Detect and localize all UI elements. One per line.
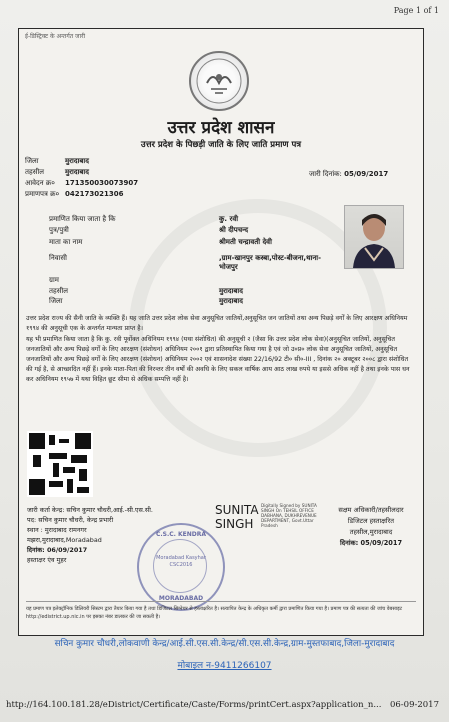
page-number: Page 1 of 1 bbox=[393, 6, 439, 15]
qr-code bbox=[27, 431, 93, 497]
csc-kendra-stamp: C.S.C. KENDRA Moradabad Kasyhar CSC2016 MORADABAD bbox=[137, 523, 225, 611]
print-date: 06-09-2017 bbox=[389, 700, 439, 710]
gov-label: ई-डिस्ट्रिक्ट के अन्तर्गत जारी bbox=[25, 33, 86, 40]
issuer-details: जारी कर्ता केन्द्र: सचिन कुमार चौधरी,आई.-सी.एस.सी. पद: सचिन कुमार चौधरी, केन्द्र प्रभारी स्थान : मुरादाबाद रामनगर मझरा,मुरादाबाद,Moradabad दिनांक: 06/09/2017 हस्ताक्षर एंव मुहर bbox=[27, 506, 153, 564]
mobile-number: मोबाइल न-9411266107 bbox=[177, 661, 272, 671]
certificate-subtitle: उत्तर प्रदेश के पिछड़ी जाति के लिए जाति प्रमाण पत्र bbox=[140, 140, 302, 150]
certificate-number-row: प्रमाणपत्र क्र० 042173021306 bbox=[25, 190, 124, 198]
application-number-row: आवेदन क्र० 171350030073907 bbox=[25, 179, 139, 187]
tehsil-row: तहसील मुरादाबाद bbox=[25, 168, 89, 176]
applicant-photo bbox=[344, 205, 404, 269]
digital-signature: SUNITA SINGH Digitally Signed by SUNITA SINGH On TEHSIL OFFICE DABHANA, DUKHREVENUE DEPARTMENT, Govt.Uttar Pradesh bbox=[215, 503, 317, 531]
body-paragraph-1: उत्तर प्रदेश राज्य की सैनी जाति के व्यक्ति हैं। यह जाति उत्तर प्रदेश लोक सेवा अनुसूचित जातियों,अनुसूचित जन जातियों तथा अन्य पिछड़े वर्गों के लिए आरक्षण अधिनियम १९९४ की अनुसूची एक के अन्तर्गत मान्यता प्राप्त है। bbox=[26, 315, 408, 332]
district-row: जिला मुरादाबाद bbox=[25, 157, 89, 165]
caste-certificate: ई-डिस्ट्रिक्ट के अन्तर्गत जारी उत्तर प्रदेश शासन उत्तर प्रदेश के पिछड़ी जाति के लिए जाति प्रमाण पत्र जिला मुरादाबाद तहसील मुरादाबाद आवेदन क्र० 171350030073907 प्रमाणपत्र क्र० 042173021306 जारी दिनांक: 05/09/2017 प्रमाणित किया जाता है कि कु. रवी पुत्र/पुत्री श्री दीपचन्द माता का नाम श्रीमती चन्द्रावती देवी निवासी ,ग्राम-खानपुर कस्बा,पोस्ट-बीजना,थाना-भोजपुर ग्राम तहसील मुरादाबाद जिला मुरादाबाद उत्तर प्रदेश राज्य की सैनी जाति के व्यक्ति हैं। यह जाति उत्तर प्रदेश लोक सेवा अनुसूचित जातियों,अनुसूचित जन जातियों तथा अन्य पिछड़े वर्गों के लिए आरक्षण अधिनियम १९९४ की अनुसूची एक के अन्तर्गत मान्यता प्राप्त है। यह भी प्रमाणित किया जाता है कि कु. रवी पूर्वोक्त अधिनियम १९९४ (यथा संशोधित) की अनुसूची २ (जैसा कि उत्तर प्रदेश लोक सेवा)(अनुसूचित जातियों, अनुसूचित जनजातियों और अन्य पिछड़े वर्गों के लिए आरक्षण (संशोधन) अधिनियम २००१ द्वारा प्रतिस्थापित किया गया है एवं जो उ०प्र० लोक सेवा अनुसूचित जातियों, अनुसूचित जनजातियों और अन्य पिछड़े वर्गों के लिए आरक्षण (संशोधन) अधिनियम २००२ एवं शासनादेश संख्या 22/16/92 टी० सी०-III , दिनांक २० अक्टूबर २००८ द्वारा संशोधित की गई है, से आच्छादित नहीं हैं। इनके माता-पिता की निरन्तर तीन वर्षों की अवधि के लिए सकल वार्षिक आय आठ लाख रुपये या इससे अधिक नहीं है तथा इनके पास धन कर अधिनियम १९५७ में यथा विहित छूट सीमा से अधिक सम्पत्ति नहीं है। जारी कर्ता केन्द्र: सचिन कुमार चौधरी,आई.-सी.एस.सी. पद: सचिन कुमार चौधरी, केन्द्र प्रभारी स्थान : मुरादाबाद रामनगर मझरा,मुरादाबाद,Moradabad दिनांक: 06/09/2017 हस्ताक्षर एंव मुहर SUNITA SINGH Digitally Signed by SUNITA SINGH On TEHSIL OFFICE DABHANA, DUKHREVENUE DEPARTMENT, Govt.Uttar Pradesh सक्षम अधिकारी/तहसीलदार डिजिटल हस्ताक्षरित तहसील,मुरादाबाद दिनांक: 05/09/2017 C.S.C. KENDRA Moradabad Kasyhar CSC2016 MORADABAD यह प्रमाण पत्र इलेक्ट्रॉनिक डिलिवरी सिस्टम द्वारा तैयार किया गया है तथा डिजिटल सिग्नेचर से हस्ताक्षरित है। सत्यापित केन्द्र के अधिकृत कर्मी द्वारा प्रमाणित किया गया है। प्रमाण पत्र की सत्यता की जांच वेबसाइट http://edistrict.up.nic.in पर इसका नंबर डालकर की जा सकती है। bbox=[18, 28, 424, 636]
verification-footnote: यह प्रमाण पत्र इलेक्ट्रॉनिक डिलिवरी सिस्टम द्वारा तैयार किया गया है तथा डिजिटल सिग्नेचर से हस्ताक्षरित है। सत्यापित केन्द्र के अधिकृत कर्मी द्वारा प्रमाणित किया गया है। प्रमाण पत्र की सत्यता की जांच वेबसाइट http://edistrict.up.nic.in पर इसका नंबर डालकर की जा सकती है। bbox=[26, 601, 416, 621]
certificate-title: उत्तर प्रदेश शासन bbox=[167, 118, 275, 138]
body-paragraph-2: यह भी प्रमाणित किया जाता है कि कु. रवी पूर्वोक्त अधिनियम १९९४ (यथा संशोधित) की अनुसूची २ (जैसा कि उत्तर प्रदेश लोक सेवा)(अनुसूचित जातियों, अनुसूचित जनजातियों और अन्य पिछड़े वर्गों के लिए आरक्षण (संशोधन) अधिनियम २००१ द्वारा प्रतिस्थापित किया गया है एवं जो उ०प्र० लोक सेवा अनुसूचित जातियों, अनुसूचित जनजातियों और अन्य पिछड़े वर्गों के लिए आरक्षण (संशोधन) अधिनियम २००२ एवं शासनादेश संख्या 22/16/92 टी० सी०-III , दिनांक २० अक्टूबर २००८ द्वारा संशोधित की गई है, से आच्छादित नहीं हैं। इनके माता-पिता की निरन्तर तीन वर्षों की अवधि के लिए सकल वार्षिक आय आठ लाख रुपये या इससे अधिक नहीं है तथा इनके पास धन कर अधिनियम १९५७ में यथा विहित छूट सीमा से अधिक सम्पत्ति नहीं है। bbox=[26, 336, 410, 383]
up-emblem-icon bbox=[189, 51, 249, 111]
authority-block: सक्षम अधिकारी/तहसीलदार डिजिटल हस्ताक्षरित तहसील,मुरादाबाद दिनांक: 05/09/2017 bbox=[338, 506, 404, 547]
csc-center-line: सचिन कुमार चौधरी,लोकवाणी केन्द्र/आई.सी.एस.सी.केन्द्र/सी.एस.सी.केन्द्र,ग्राम-मुस्तफाबाद,जिला-मुरादाबाद bbox=[54, 639, 395, 649]
issue-date: जारी दिनांक: 05/09/2017 bbox=[309, 170, 389, 178]
print-url: http://164.100.181.28/eDistrict/Certificate/Caste/Forms/printCert.aspx?application_n... bbox=[6, 700, 382, 710]
